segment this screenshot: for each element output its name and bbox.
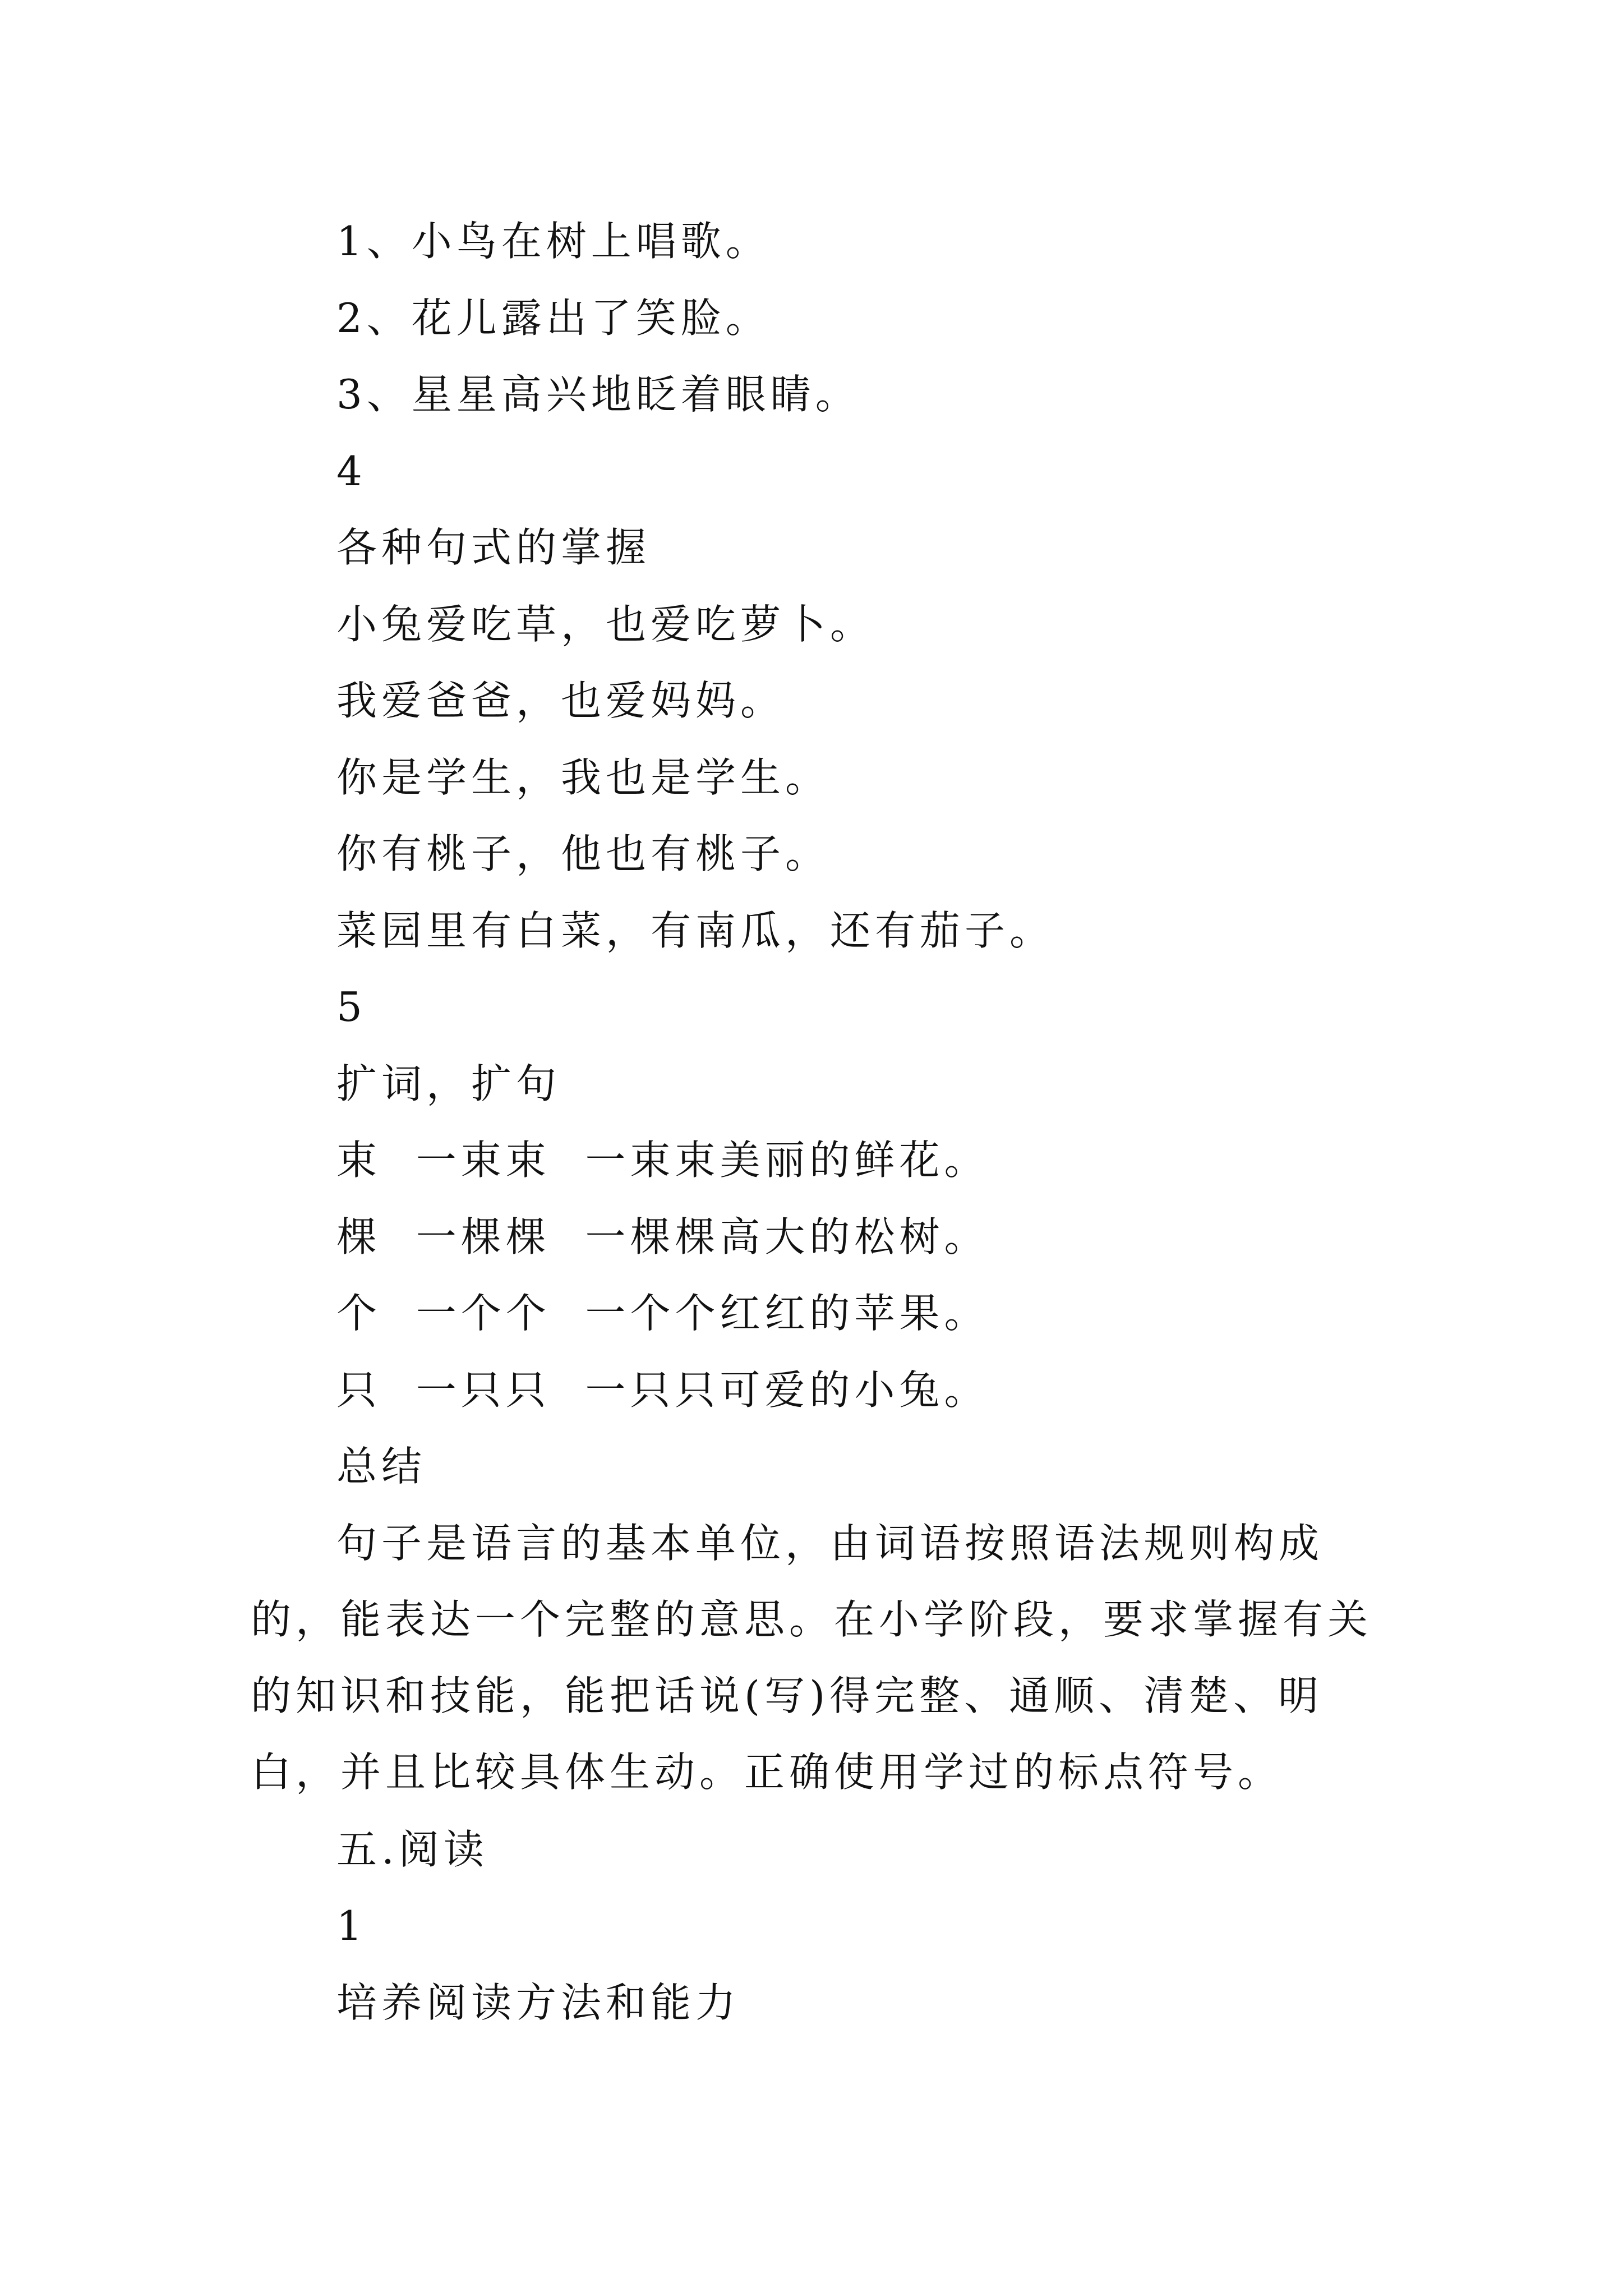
text-line: 3、星星高兴地眨着眼睛。 [336, 371, 860, 418]
text-line: 5 [336, 983, 367, 1030]
text-line: 4 [336, 448, 367, 495]
text-line: 只 一只只 一只只可爱的小兔。 [336, 1366, 989, 1414]
text-line: 束 一束束 一束束美丽的鲜花。 [336, 1137, 989, 1184]
text-line: 1、小鸟在树上唱歌。 [336, 218, 771, 265]
text-line: 1 [336, 1902, 367, 1949]
section-heading: 各种句式的掌握 [336, 524, 651, 571]
summary-paragraph [251, 1505, 1395, 1810]
text-line: 2、花儿露出了笑脸。 [336, 295, 771, 342]
text-line: 小兔爱吃草，也爱吃萝卜。 [336, 601, 875, 648]
text-line: 我爱爸爸，也爱妈妈。 [336, 677, 786, 724]
summary-text: 句子是语言的基本单位，由词语按照语法规则构成的，能表达一个完整的意思。在小学阶段，要求掌握有关的知识和技能，能把话说(写)得完整、通顺、清楚、明白，并且比较具体生动。正确使用学过的标点符号。 [251, 1520, 1373, 1796]
section-heading: 培养阅读方法和能力 [336, 1979, 741, 2026]
section-heading: 扩词，扩句 [336, 1060, 561, 1107]
text-line: 棵 一棵棵 一棵棵高大的松树。 [336, 1213, 989, 1260]
text-line: 菜园里有白菜，有南瓜，还有茄子。 [336, 907, 1055, 954]
section-heading: 五.阅读 [336, 1826, 488, 1873]
section-heading: 总结 [336, 1443, 427, 1490]
text-line: 个 一个个 一个个红红的苹果。 [336, 1290, 989, 1337]
text-line: 你有桃子，他也有桃子。 [336, 830, 831, 877]
text-line: 你是学生，我也是学生。 [336, 754, 831, 801]
